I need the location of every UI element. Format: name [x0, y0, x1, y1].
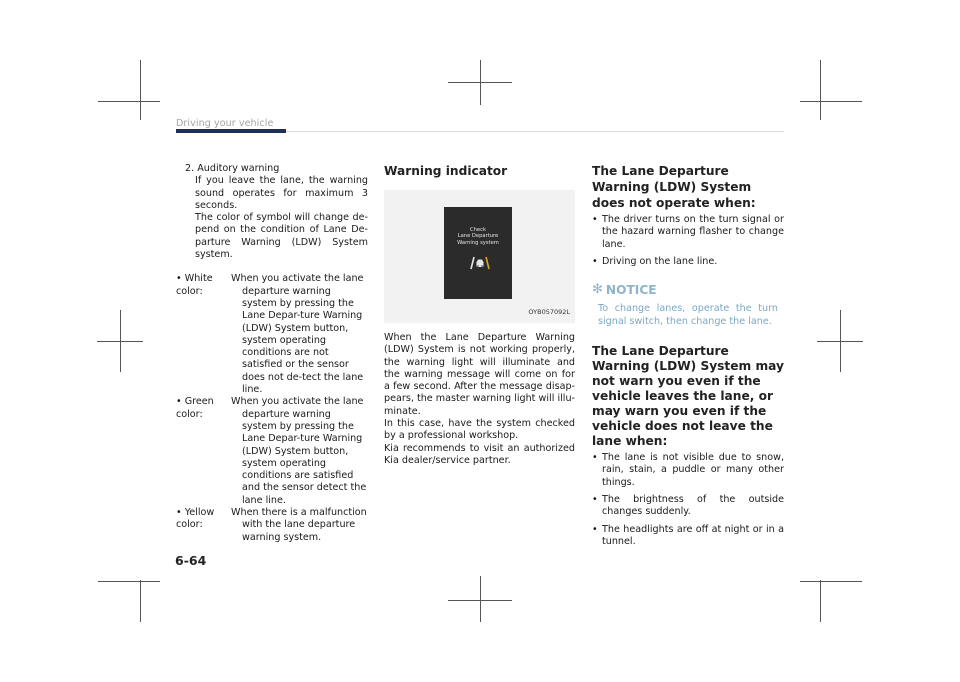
crop-mark — [140, 60, 141, 120]
section-heading: The Lane Departure Warning (LDW) System may not warn you even if the vehicle leaves the lane, or may warn you even if the vehicle does not leave the lane when: — [592, 344, 784, 449]
crop-mark — [820, 580, 821, 622]
crop-mark — [800, 101, 862, 102]
section-heading: Warning indicator — [384, 164, 508, 178]
paragraph: In this case, have the system checked by a professional workshop. — [384, 418, 575, 442]
list-item: • The brightness of the outside changes suddenly. — [592, 493, 784, 518]
list-item: • The lane is not visible due to snow, rain, stain, a puddle or many other things. — [592, 452, 784, 488]
column-middle — [384, 163, 575, 467]
notice-star-icon: ✻ — [592, 282, 603, 298]
display-message: Check Lane Departure Warning system — [457, 227, 499, 246]
figure-code: OYB057092L — [528, 307, 570, 316]
bullet-dot: • — [592, 493, 598, 505]
cluster-figure — [384, 190, 575, 323]
header-rule — [286, 131, 784, 132]
color-description: When you activate the lane departure warning system by pressing the Lane Depar-ture Warning (LDW) System button, system operating conditions are not satisfied or the sensor does not de-tect the lane line. — [231, 273, 364, 396]
column-right — [592, 163, 784, 553]
header-accent-bar — [176, 129, 286, 133]
crop-mark — [448, 82, 512, 83]
list-item: • The driver turns on the turn signal or the hazard warning flasher to change lane. — [592, 214, 784, 250]
crop-mark — [817, 341, 863, 342]
paragraph: When the Lane Departure Warning (LDW) System is not working properly, the warning light will illuminate and the warning message will come on for a few second. After the message disap-pears, the master warning light will illu-minate. — [384, 332, 575, 417]
paragraph: Kia recommends to visit an authorized Kia dealer/service partner. — [384, 442, 575, 466]
numbered-item-title — [176, 163, 368, 175]
notice-body: To change lanes, operate the turn signal switch, then change the lane. — [598, 303, 778, 327]
page-number: 6-64 — [175, 553, 207, 568]
color-description: When there is a malfunction with the lane departure warning system. — [231, 507, 367, 543]
item-title: Auditory warning — [197, 163, 280, 174]
column-left — [176, 163, 368, 544]
list-item: • Driving on the lane line. — [592, 255, 718, 267]
crop-mark — [98, 101, 160, 102]
color-term: • Green color: — [176, 396, 214, 420]
color-definition — [176, 507, 368, 544]
list-item: • The headlights are off at night or in a tunnel. — [592, 523, 784, 547]
section-header: Driving your vehicle — [176, 118, 274, 129]
bullet-dot: • — [592, 523, 598, 535]
color-description: When you activate the lane departure warning system by pressing the Lane Depar-ture Warning (LDW) System button, system operating conditions are satisfied and the sensor detect the lane line. — [231, 396, 367, 506]
crop-mark — [98, 581, 160, 582]
crop-mark — [480, 576, 481, 622]
notice-heading: ✻ NOTICE — [592, 282, 657, 298]
bullet-dot: • — [592, 214, 598, 225]
color-definition — [176, 396, 368, 507]
item-body: If you leave the lane, the warning sound operates for maximum 3 seconds. — [195, 175, 368, 211]
bullet-dot: • — [592, 255, 598, 267]
color-term: • Yellow color: — [176, 507, 215, 531]
item-body: The color of symbol will change de-pend on the condition of Lane De-parture Warning (LDW) System system. — [195, 212, 368, 261]
cluster-display — [444, 207, 512, 299]
crop-mark — [820, 60, 821, 120]
crop-mark — [800, 581, 862, 582]
crop-mark — [140, 580, 141, 622]
crop-mark — [97, 341, 143, 342]
lane-departure-warning-icon — [470, 256, 490, 270]
color-definition — [176, 273, 368, 396]
section-heading: The Lane Departure Warning (LDW) System does not operate when: — [592, 164, 756, 210]
bullet-dot: • — [592, 452, 598, 464]
crop-mark — [448, 600, 512, 601]
item-number: 2. — [185, 163, 195, 174]
color-term: • White color: — [176, 273, 213, 297]
